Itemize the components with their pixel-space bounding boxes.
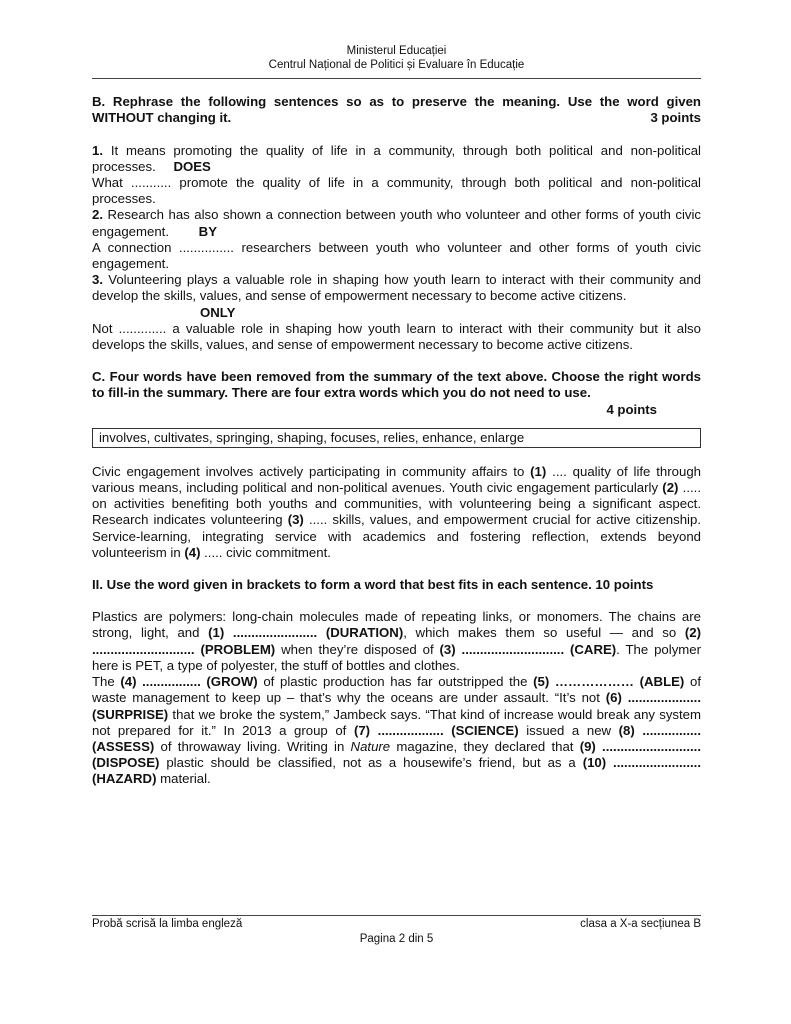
footer-class: clasa a X-a secțiunea B xyxy=(580,918,701,930)
section-ii-title: II. Use the word given in brackets to form a word that best fits in each sentence. 10 points xyxy=(92,577,654,593)
header-center: Centrul Național de Politici și Evaluare în Educație xyxy=(268,59,525,71)
item-2-keyword: BY xyxy=(198,223,217,239)
footer-divider xyxy=(92,915,701,916)
item-1-original: 1. It means promoting the quality of life in a community, through both political and non-political processes. DOES xyxy=(92,142,701,174)
item-3-original: 3. Volunteering plays a valuable role in shaping how youth learn to interact with their community and develop the skills, values, and sense of empowerment necessary to become active citizens. xyxy=(92,272,702,304)
page-number: Pagina 2 din 5 xyxy=(359,933,434,945)
section-c-title: C. Four words have been removed from the summary of the text above. Choose the right words to fill-in the summary. There are four extra words which you do not need to use. xyxy=(92,369,701,401)
plastics-paragraph-1: Plastics are polymers: long-chain molecules made of repeating links, or monomers. The chains are strong, light, and (1) ....................... (DURATION), which makes them so useful — and so (2) ............................ (PROBLEM) when they’re disposed of (3) ............................ (CARE). The polymer here is PET, a type of polyester, the stuff of bottles and clothes. xyxy=(92,609,701,673)
header-divider xyxy=(92,78,701,79)
word-box: involves, cultivates, springing, shaping, focuses, relies, enhance, enlarge xyxy=(92,428,701,448)
header-ministry: Ministerul Educației xyxy=(346,45,447,57)
section-c-points: 4 points xyxy=(606,401,657,417)
item-3-keyword: ONLY xyxy=(200,304,236,320)
plastics-paragraph-2: The (4) ................ (GROW) of plastic production has far outstripped the (5) ……………… (ABLE) of waste management to keep up – that’s why the oceans are under assault. “It’s not (6) .................... (SURPRISE) that we broke the system,” Jambeck says. “That kind of increase would break any system not prepared for it.” In 2013 a group of (7) .................. (SCIENCE) issued a new (8) ................ (ASSESS) of throwaway living. Writing in Nature magazine, they declared that (9) ........................... (DISPOSE) plastic should be classified, not as a housewife’s friend, but as a (10) ........................ (HAZARD) material. xyxy=(92,674,701,787)
footer-subject: Probă scrisă la limba engleză xyxy=(92,918,243,930)
item-3-rephrase: Not ............. a valuable role in shaping how youth learn to interact with their community but it also develops the skills, values, and sense of empowerment necessary to become active citizens. xyxy=(92,320,701,353)
summary-paragraph: Civic engagement involves actively participating in community affairs to (1) .... quality of life through various means, including political and non-political avenues. Youth civic engagement particularly (2) ..... on activities benefiting both youths and communities, with volunteering being a significant aspect. Research indicates volunteering (3) ..... skills, values, and empowerment crucial for active citizenship. Service-learning, integrating service with academics and fostering reflection, extends beyond volunteerism in (4) ..... civic commitment. xyxy=(92,463,702,560)
item-2-original: 2. Research has also shown a connection between youth who volunteer and other forms of youth civic engagement. BY xyxy=(92,207,701,239)
item-2-rephrase: A connection ............... researchers between youth who volunteer and other forms of youth civic engagement. xyxy=(92,239,701,272)
item-1-rephrase: What ........... promote the quality of life in a community, through both political and non-political processes. xyxy=(92,175,701,207)
page-header xyxy=(92,44,701,72)
item-1-keyword: DOES xyxy=(173,158,211,174)
document-body xyxy=(92,94,701,788)
section-b-points: 3 points xyxy=(650,110,701,126)
section-b-instructions: B. Rephrase the following sentences so as to preserve the meaning. Use the word given WITHOUT changing it. xyxy=(92,94,701,126)
